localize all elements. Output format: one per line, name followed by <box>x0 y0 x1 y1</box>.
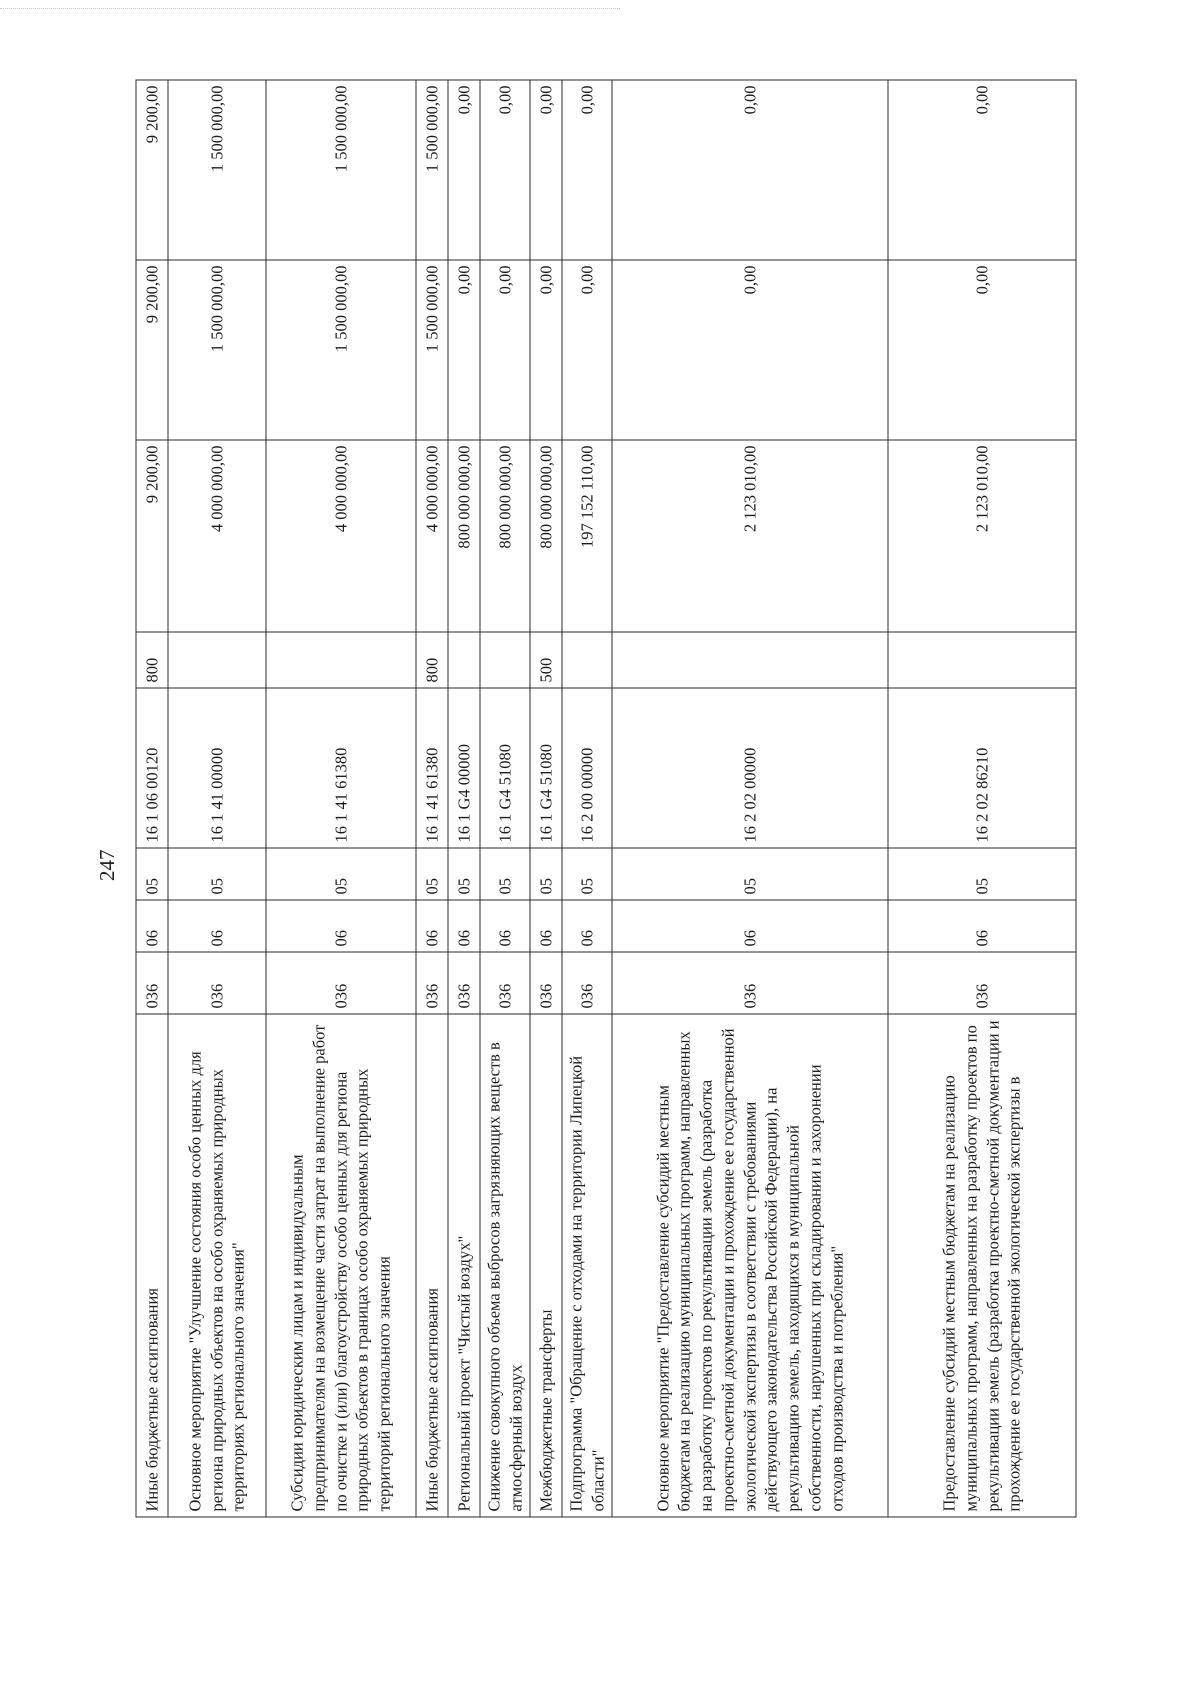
row-csr-cell: 16 1 41 61380 <box>266 688 416 848</box>
row-sum-3-cell: 9 200,00 <box>136 80 168 260</box>
row-sum-3-cell: 1 500 000,00 <box>266 80 416 260</box>
row-sum-1-cell: 800 000 000,00 <box>480 440 530 632</box>
row-rz-cell: 06 <box>416 900 448 952</box>
row-csr-cell: 16 2 00 00000 <box>562 688 612 848</box>
row-vr-cell: 500 <box>530 632 562 688</box>
table-row <box>530 80 562 1517</box>
row-vr-cell: 800 <box>136 632 168 688</box>
row-rz-cell: 06 <box>612 900 888 952</box>
row-sum-1-cell: 4 000 000,00 <box>168 440 266 632</box>
row-sum-2-cell: 1 500 000,00 <box>416 260 448 440</box>
row-sum-2-cell: 9 200,00 <box>136 260 168 440</box>
row-sum-2-cell: 1 500 000,00 <box>168 260 266 440</box>
row-sum-1-cell: 2 123 010,00 <box>888 440 1076 632</box>
row-rz-cell: 06 <box>530 900 562 952</box>
row-pr-cell: 05 <box>168 848 266 900</box>
row-gr-cell: 036 <box>480 952 530 1014</box>
row-sum-1-cell: 800 000 000,00 <box>448 440 480 632</box>
row-name-cell: Предоставление субсидий местным бюджетам на реализацию муниципальных программ, направленных на разработку проектов по рекультивации земель (разработка проектно-сметной документации и прохождение ее государственной экологической экспертизы в <box>888 1014 1076 1517</box>
row-name-cell: Субсидии юридическим лицам и индивидуальным предпринимателям на возмещение части затрат на выполнение работ по очистке и (или) благоустройству особо ценных для региона природных объектов в границах особо охраняемых природных территорий регионального значения <box>266 1014 416 1517</box>
row-vr-cell <box>888 632 1076 688</box>
row-sum-2-cell: 0,00 <box>612 260 888 440</box>
row-vr-cell <box>168 632 266 688</box>
row-gr-cell: 036 <box>416 952 448 1014</box>
row-sum-3-cell: 0,00 <box>562 80 612 260</box>
row-rz-cell: 06 <box>266 900 416 952</box>
table-row <box>416 80 448 1517</box>
row-gr-cell: 036 <box>562 952 612 1014</box>
table-row <box>448 80 480 1517</box>
page-number: 247 <box>95 849 119 881</box>
row-csr-cell: 16 1 41 00000 <box>168 688 266 848</box>
row-csr-cell: 16 1 G4 00000 <box>448 688 480 848</box>
budget-table <box>135 79 1076 1517</box>
row-name-cell: Основное мероприятие "Предоставление субсидий местным бюджетам на реализацию муниципальных программ, направленных на разработку проектов по рекультивации земель (разработка проектно-сметной документации и прохождение ее государственной экологической экспертизы в соответствии с требованиями действующего законодательства Российской Федерации), на рекультивацию земель, находящихся в муниципальной собственности, нарушенных при складировании и захоронении отходов производства и потребления" <box>612 1014 888 1517</box>
scan-artifact-line <box>0 8 620 9</box>
row-sum-3-cell: 1 500 000,00 <box>416 80 448 260</box>
row-pr-cell: 05 <box>480 848 530 900</box>
row-gr-cell: 036 <box>266 952 416 1014</box>
row-gr-cell: 036 <box>168 952 266 1014</box>
row-sum-3-cell: 0,00 <box>612 80 888 260</box>
row-rz-cell: 06 <box>448 900 480 952</box>
row-sum-2-cell: 0,00 <box>480 260 530 440</box>
row-rz-cell: 06 <box>562 900 612 952</box>
row-name-cell: Основное мероприятие "Улучшение состояния особо ценных для региона природных объектов на особо охраняемых природных территориях регионального значения" <box>168 1014 266 1517</box>
row-pr-cell: 05 <box>562 848 612 900</box>
row-gr-cell: 036 <box>530 952 562 1014</box>
row-pr-cell: 05 <box>266 848 416 900</box>
row-pr-cell: 05 <box>136 848 168 900</box>
row-vr-cell <box>612 632 888 688</box>
row-sum-3-cell: 0,00 <box>480 80 530 260</box>
row-gr-cell: 036 <box>136 952 168 1014</box>
row-sum-3-cell: 0,00 <box>448 80 480 260</box>
table-row <box>266 80 416 1517</box>
row-rz-cell: 06 <box>888 900 1076 952</box>
row-pr-cell: 05 <box>612 848 888 900</box>
row-name-cell: Подпрограмма "Обращение с отходами на территории Липецкой области" <box>562 1014 612 1517</box>
row-sum-3-cell: 1 500 000,00 <box>168 80 266 260</box>
row-sum-1-cell: 2 123 010,00 <box>612 440 888 632</box>
row-rz-cell: 06 <box>136 900 168 952</box>
row-name-cell: Иные бюджетные ассигнования <box>416 1014 448 1517</box>
row-sum-3-cell: 0,00 <box>888 80 1076 260</box>
row-vr-cell <box>480 632 530 688</box>
table-row <box>480 80 530 1517</box>
table-row <box>888 80 1076 1517</box>
row-pr-cell: 05 <box>530 848 562 900</box>
row-sum-1-cell: 4 000 000,00 <box>266 440 416 632</box>
row-pr-cell: 05 <box>416 848 448 900</box>
row-gr-cell: 036 <box>888 952 1076 1014</box>
row-csr-cell: 16 1 G4 51080 <box>530 688 562 848</box>
row-sum-1-cell: 197 152 110,00 <box>562 440 612 632</box>
row-name-cell: Иные бюджетные ассигнования <box>136 1014 168 1517</box>
rotated-table-area <box>135 80 1075 1517</box>
row-sum-2-cell: 0,00 <box>888 260 1076 440</box>
row-csr-cell: 16 1 G4 51080 <box>480 688 530 848</box>
row-sum-1-cell: 9 200,00 <box>136 440 168 632</box>
row-pr-cell: 05 <box>448 848 480 900</box>
row-sum-1-cell: 4 000 000,00 <box>416 440 448 632</box>
table-row <box>612 80 888 1517</box>
row-pr-cell: 05 <box>888 848 1076 900</box>
table-row <box>136 80 168 1517</box>
table-row <box>168 80 266 1517</box>
row-gr-cell: 036 <box>448 952 480 1014</box>
row-rz-cell: 06 <box>168 900 266 952</box>
row-vr-cell <box>266 632 416 688</box>
row-csr-cell: 16 1 41 61380 <box>416 688 448 848</box>
row-vr-cell <box>448 632 480 688</box>
row-gr-cell: 036 <box>612 952 888 1014</box>
row-sum-2-cell: 1 500 000,00 <box>266 260 416 440</box>
table-row <box>562 80 612 1517</box>
row-name-cell: Региональный проект "Чистый воздух" <box>448 1014 480 1517</box>
row-name-cell: Межбюджетные трансферты <box>530 1014 562 1517</box>
row-sum-1-cell: 800 000 000,00 <box>530 440 562 632</box>
row-rz-cell: 06 <box>480 900 530 952</box>
row-vr-cell: 800 <box>416 632 448 688</box>
budget-table-container <box>135 80 1075 1517</box>
row-sum-2-cell: 0,00 <box>562 260 612 440</box>
row-sum-2-cell: 0,00 <box>530 260 562 440</box>
row-vr-cell <box>562 632 612 688</box>
row-csr-cell: 16 2 02 00000 <box>612 688 888 848</box>
row-csr-cell: 16 1 06 00120 <box>136 688 168 848</box>
row-name-cell: Снижение совокупного объема выбросов загрязняющих веществ в атмосферный воздух <box>480 1014 530 1517</box>
row-csr-cell: 16 2 02 86210 <box>888 688 1076 848</box>
row-sum-3-cell: 0,00 <box>530 80 562 260</box>
row-sum-2-cell: 0,00 <box>448 260 480 440</box>
